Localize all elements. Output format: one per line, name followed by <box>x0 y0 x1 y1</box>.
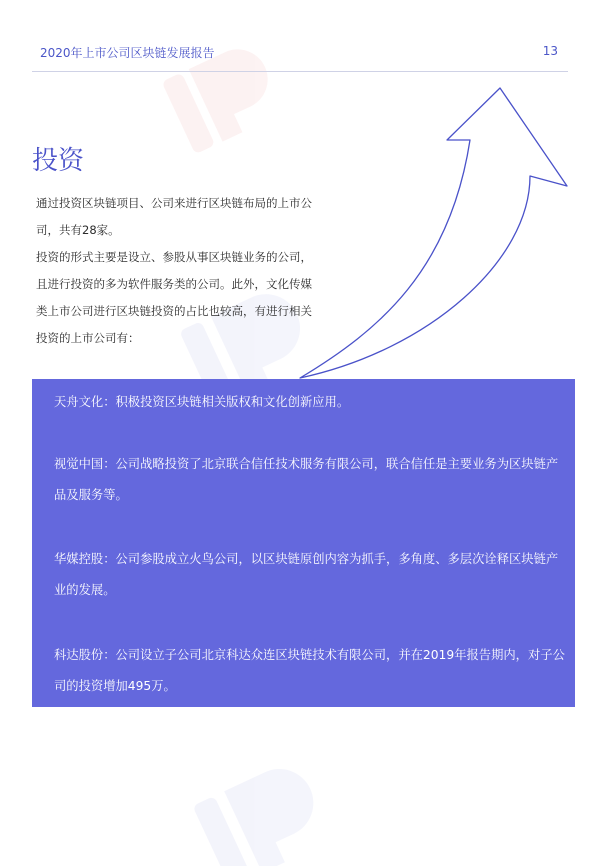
intro-text <box>36 190 316 352</box>
header-divider <box>32 71 568 72</box>
panel-item: 华媒控股：公司参股成立火鸟公司，以区块链原创内容为抓手，多角度、多层次诠释区块链产业的发展。 <box>54 552 559 597</box>
panel-item: 天舟文化：积极投资区块链相关版权和文化创新应用。 <box>54 395 350 409</box>
report-title: 2020年上市公司区块链发展报告 <box>40 46 215 60</box>
intro-paragraph: 投资的形式主要是设立、参股从事区块链业务的公司，且进行投资的多为软件服务类的公司。此外，文化传媒类上市公司进行区块链投资的占比也较高，有进行相关投资的上市公司有： <box>36 250 312 345</box>
section-title: 投资 <box>32 146 85 176</box>
page-number: 13 <box>542 44 558 58</box>
panel-item: 视觉中国：公司战略投资了北京联合信任技术服务有限公司，联合信任是主要业务为区块链产品及服务等。 <box>54 457 559 502</box>
intro-paragraph: 通过投资区块链项目、公司来进行区块链布局的上市公司，共有28家。 <box>36 196 312 237</box>
panel-item: 科达股份：公司设立子公司北京科达众连区块链技术有限公司，并在2019年报告期内，对子公司的投资增加495万。 <box>54 648 565 693</box>
investment-examples-panel <box>32 379 575 707</box>
